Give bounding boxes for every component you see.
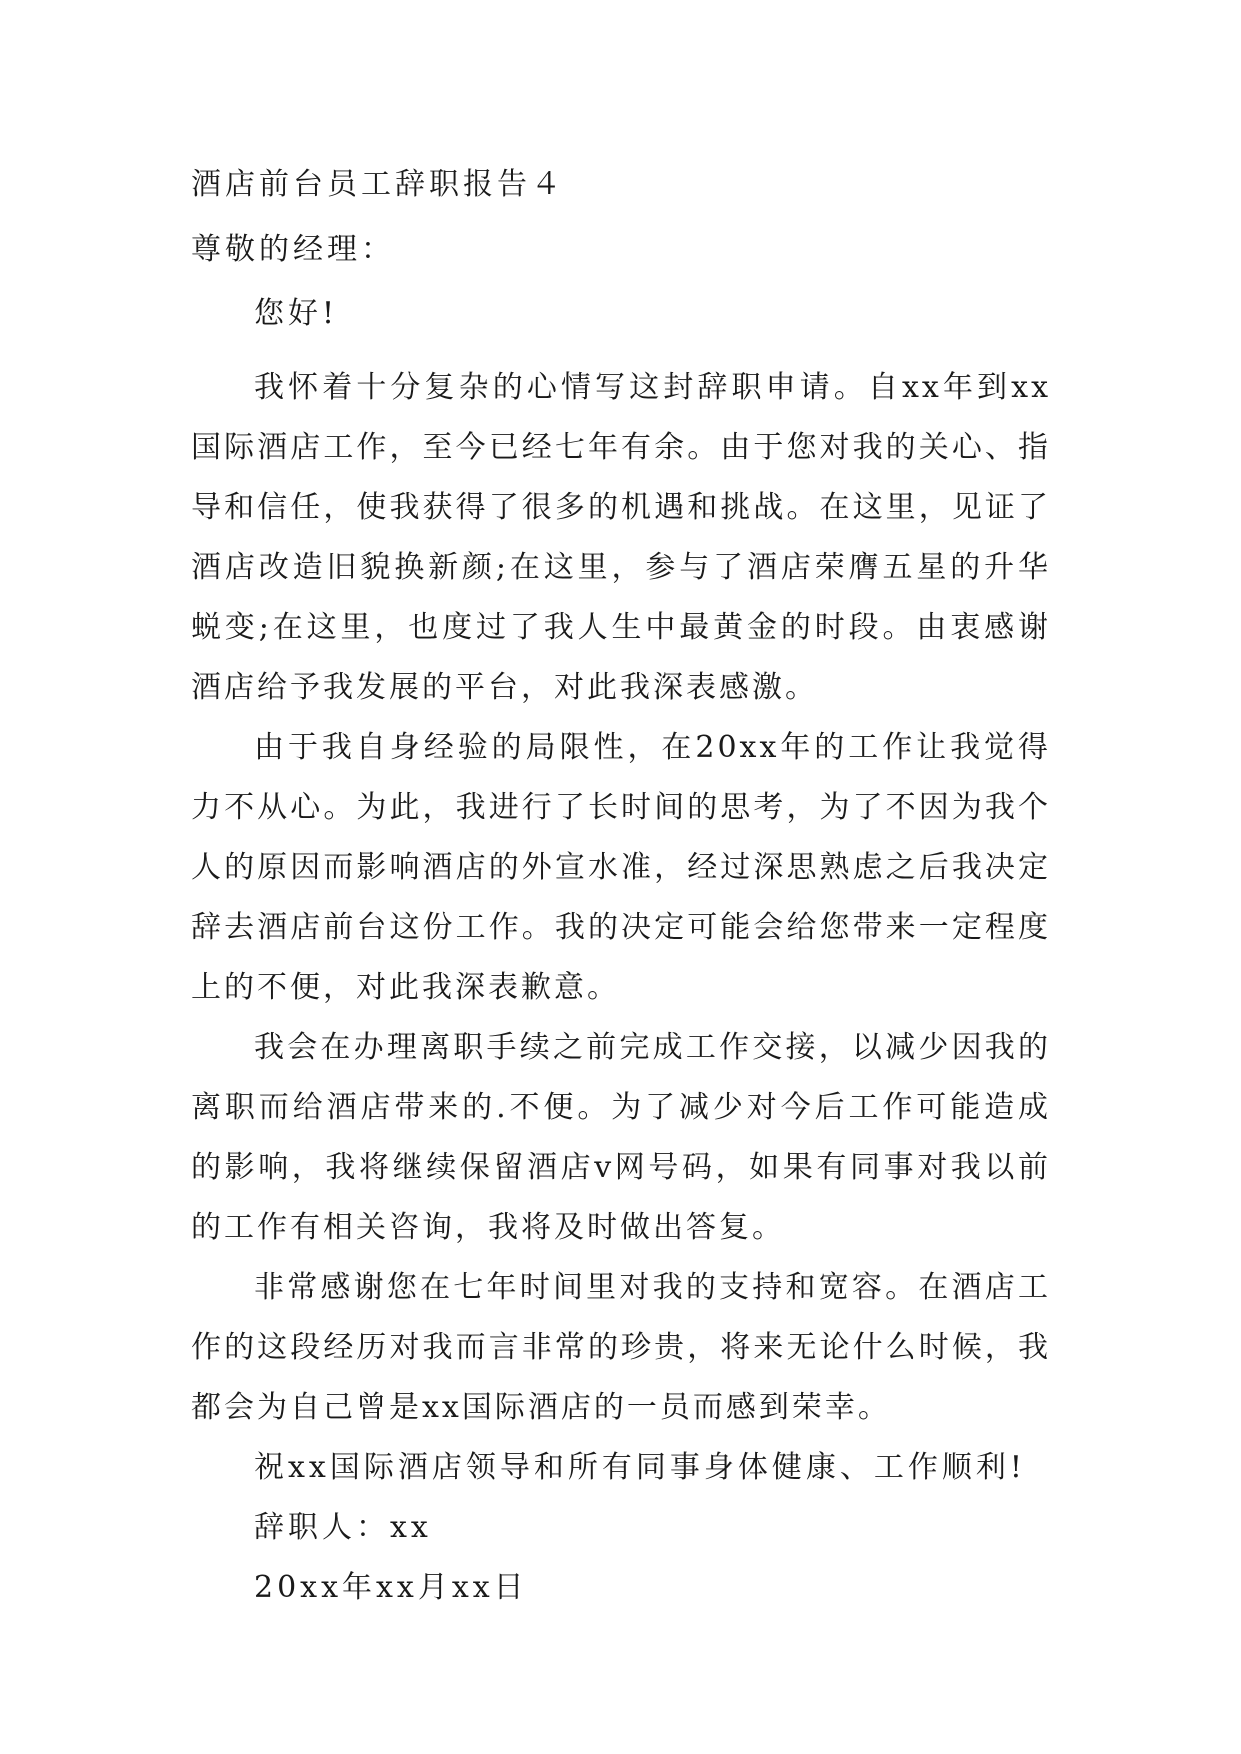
greeting: 您好! — [254, 296, 339, 331]
paragraph: 非常感谢您在七年时间里对我的支持和宽容。在酒店工作的这段经历对我而言非常的珍贵，将来无论什么时候，我都会为自己曾是xx国际酒店的一员而感到荣幸。 — [191, 1270, 1051, 1425]
paragraph: 我会在办理离职手续之前完成工作交接，以减少因我的离职而给酒店带来的.不便。为了减少对今后工作可能造成的影响，我将继续保留酒店v网号码，如果有同事对我以前的工作有相关咨询，我将及时做出答复。 — [191, 1030, 1051, 1245]
document-title: 酒店前台员工辞职报告４ — [191, 167, 565, 202]
paragraph: 由于我自身经验的局限性，在20xx年的工作让我觉得力不从心。为此，我进行了长时间的思考，为了不因为我个人的原因而影响酒店的外宣水准，经过深思熟虑之后我决定辞去酒店前台这份工作。我的决定可能会给您带来一定程度上的不便，对此我深表歉意。 — [191, 730, 1051, 1005]
salutation: 尊敬的经理： — [191, 232, 395, 267]
date: 20xx年xx月xx日 — [254, 1570, 528, 1605]
signature: 辞职人：xx — [254, 1510, 432, 1545]
closing-wishes: 祝xx国际酒店领导和所有同事身体健康、工作顺利! — [254, 1450, 1026, 1485]
document-body — [191, 164, 1051, 1618]
paragraph: 我怀着十分复杂的心情写这封辞职申请。自xx年到xx国际酒店工作，至今已经七年有余。由于您对我的关心、指导和信任，使我获得了很多的机遇和挑战。在这里，见证了酒店改造旧貌换新颜;在这里，参与了酒店荣膺五星的升华蜕变;在这里，也度过了我人生中最黄金的时段。由衷感谢酒店给予我发展的平台，对此我深表感激。 — [191, 370, 1051, 705]
